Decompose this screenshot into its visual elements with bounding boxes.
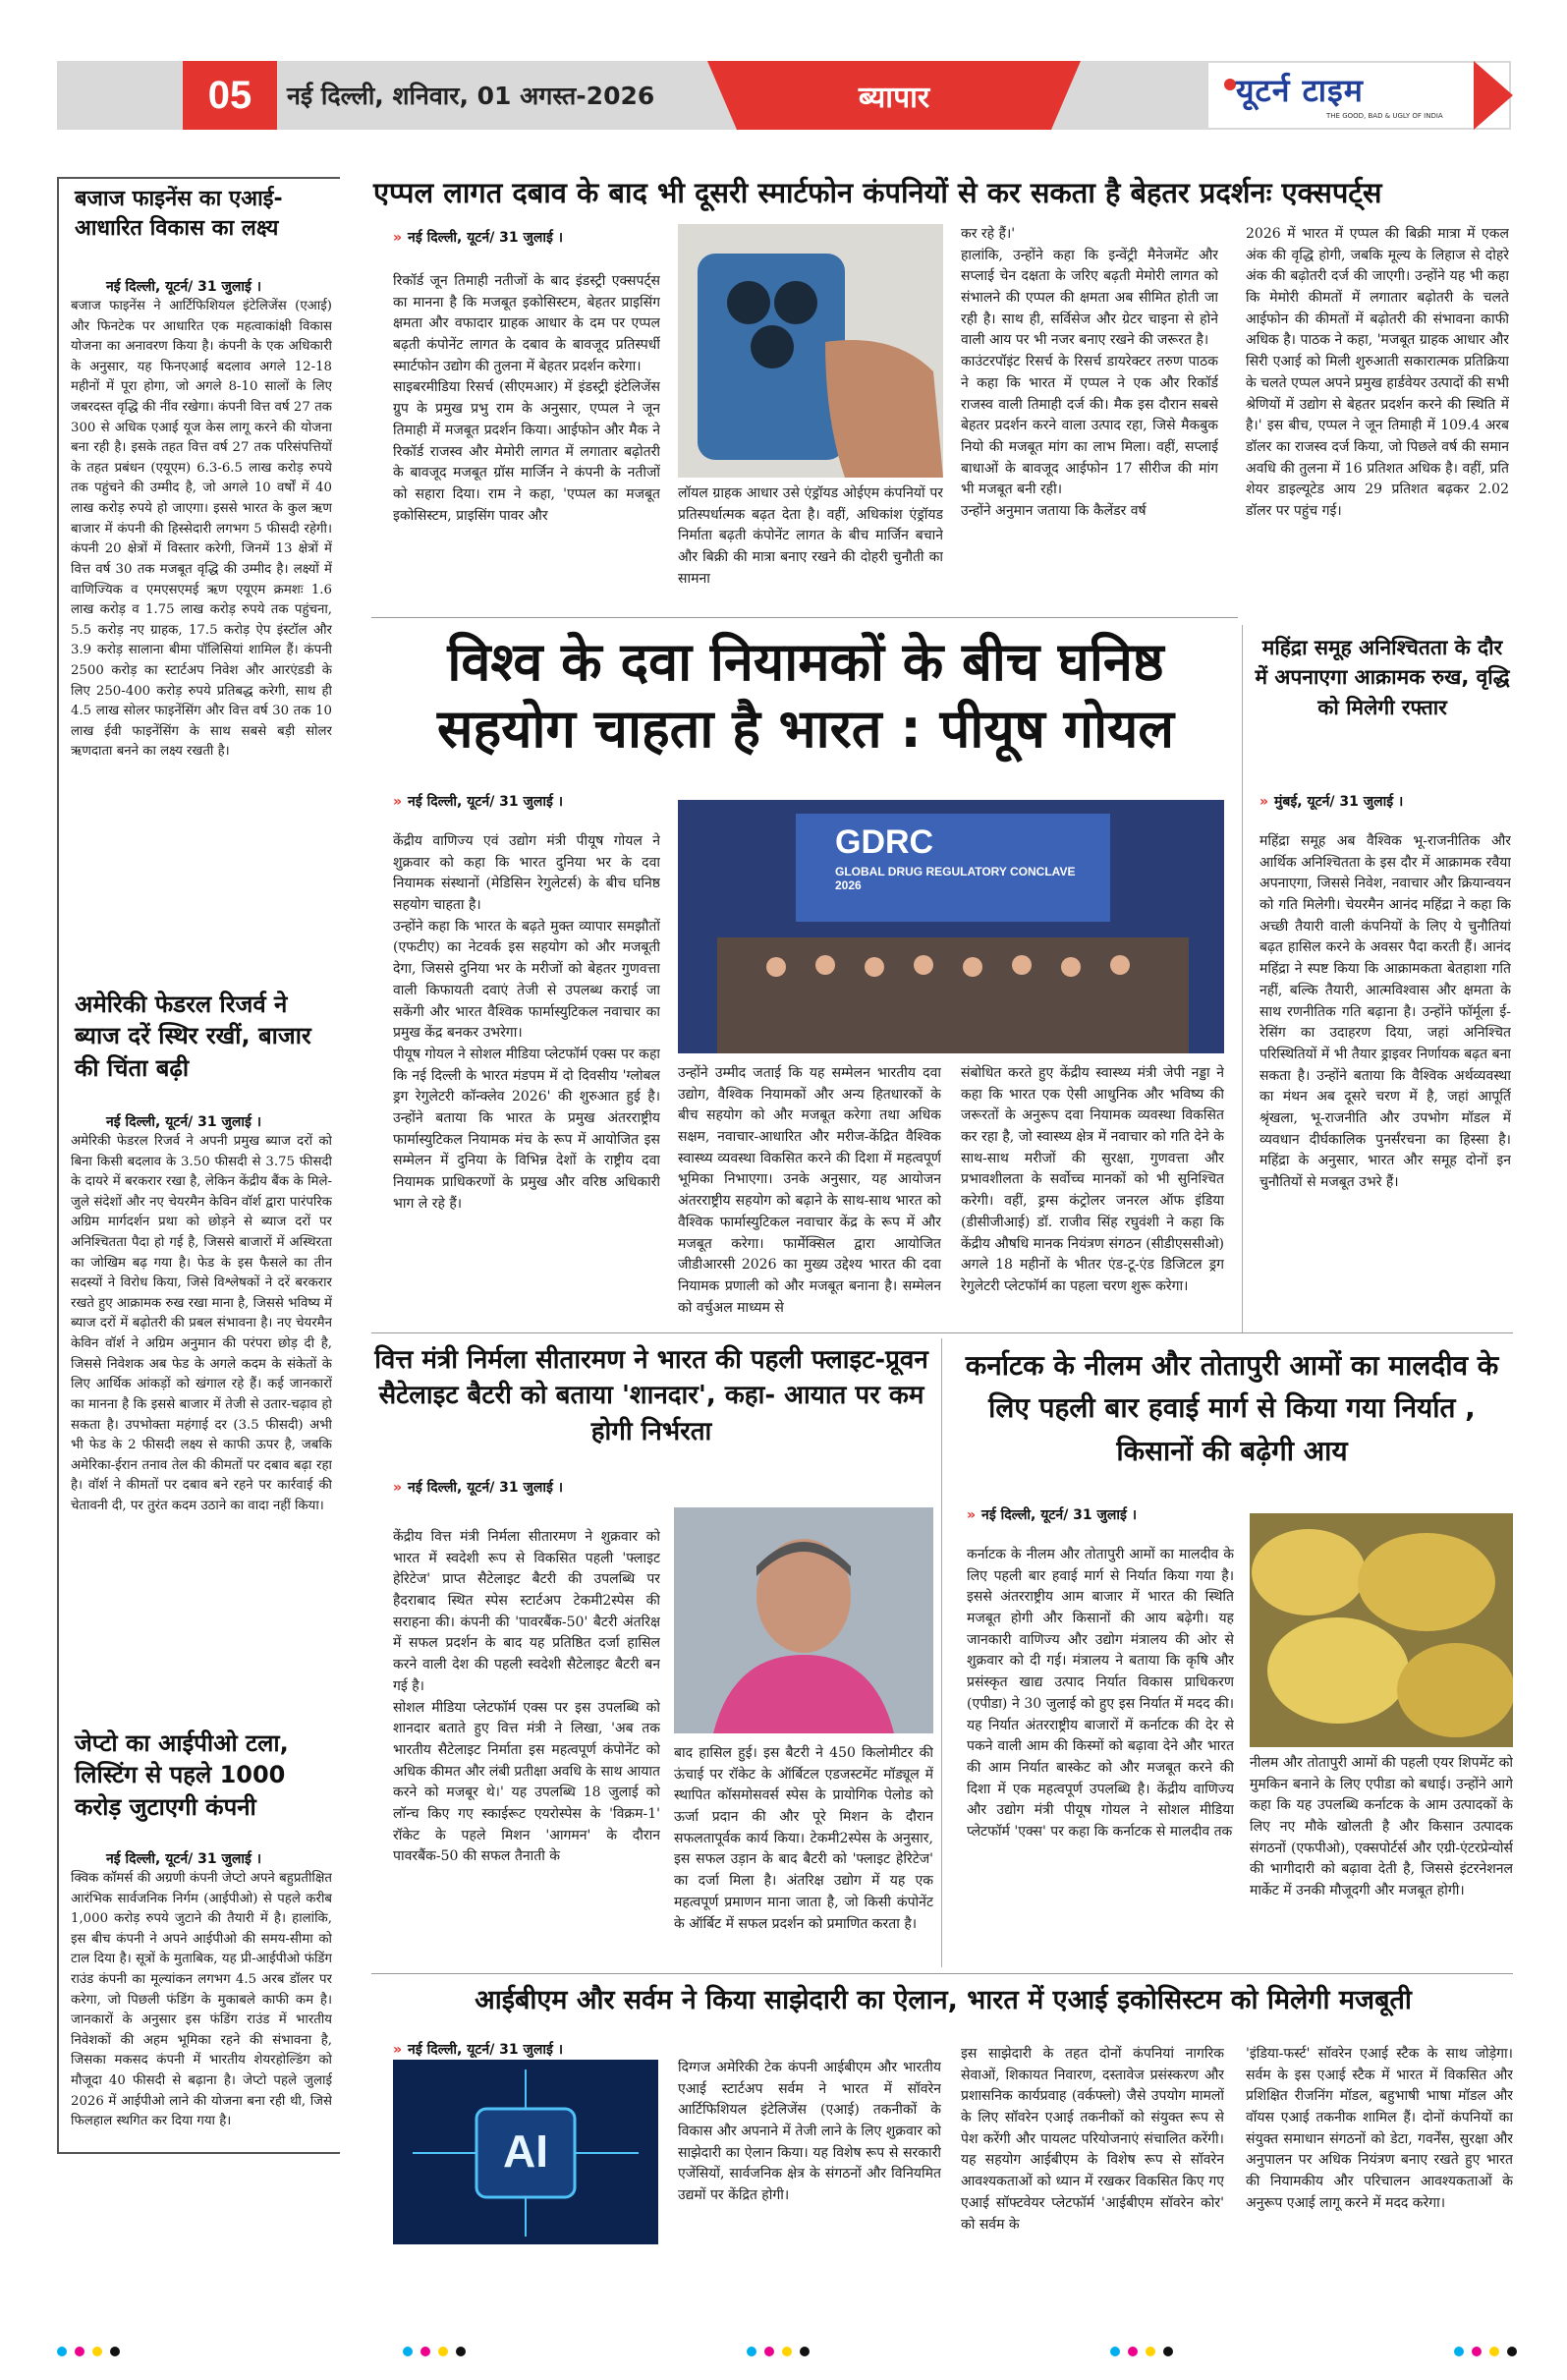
goyal-col-1: केंद्रीय वाणिज्य एवं उद्योग मंत्री पीयूष गोयल ने शुक्रवार को कहा कि भारत दुनिया भर के दवा नियामक संस्थानों (मेडिसिन रेगुलेटर्स) के बीच घनिष्ठ सहयोग चाहता है। उन्होंने कहा कि भारत के बढ़ते मुक्त व्यापार समझौतों (एफटीए) का नेटवर्क इस सहयोग को और मजबूती देगा, जिससे दुनिया भर के मरीजों को बेहतर गुणवत्ता वाली किफायती दवाएं तेजी से उपलब्ध कराई जा सकेंगी और भारत वैश्विक फार्मास्युटिकल नवाचार का प्रमुख केंद्र बनकर उभरेगा। पीयूष गोयल ने सोशल मीडिया प्लेटफॉर्म एक्स पर कहा कि नई दिल्ली के भारत मंडपम में दो दिवसीय 'ग्लोबल ड्रग रेगुलेटरी कॉन्क्लेव 2026' की शुरुआत हुई है। उन्होंने बताया कि भारत के प्रमुख अंतरराष्ट्रीय फार्मास्युटिकल नियामक मंच के रूप में आयोजित इस सम्मेलन में दुनिया के विभिन्न देशों के राष्ट्रीय दवा नियामक प्राधिकरणों के प्रमुख और वरिष्ठ अधिकारी भाग ले रहे हैं। [393, 833, 660, 1212]
mango-headline: कर्नाटक के नीलम और तोतापुरी आमों का मालदीव के लिए पहली बार हवाई मार्ग से किया गया निर्यात , किसानों की बढ़ेगी आय [965, 1349, 1499, 1467]
logo-dot-icon [1224, 79, 1236, 90]
mango-byline: » नई दिल्ली, यूटर्न/ 31 जुलाई । [967, 1507, 1138, 1523]
logo-arrow-icon [1474, 61, 1513, 130]
ibm-col-3: 'इंडिया-फर्स्ट' सॉवरेन एआई स्टैक के साथ जोड़ेगा। सर्वम के इस एआई स्टैक में भारत में विकसित और प्रशिक्षित रीजनिंग मॉडल, बहुभाषी भाषा मॉडल और वॉयस एआई तकनीक शामिल हैं। दोनों कंपनियों का संयुक्त समाधान संगठनों को डेटा, गवर्नेंस, सुरक्षा और अनुपालन पर अधिक नियंत्रण बनाए रखते हुए भारत की नियामकीय और परिचालन आवश्यकताओं के अनुरूप एआई लागू करने में मदद करेगा। [1246, 2046, 1513, 2211]
dot-black-icon [456, 2347, 466, 2356]
mahindra-body: महिंद्रा समूह अब वैश्विक भू-राजनीतिक और आर्थिक अनिश्चितता के इस दौर में आक्रामक रवैया अपनाएगा, जिससे निवेश, नवाचार और क्रियान्वयन को गति मिलेगी। चेयरमैन आनंद महिंद्रा ने कहा कि अच्छी तैयारी वाली कंपनियों के लिए ये चुनौतियां बढ़त हासिल करने के अवसर पैदा करती हैं। आनंद महिंद्रा ने स्पष्ट किया कि आक्रामकता बेतहाशा गति नहीं, बल्कि तैयारी, आत्मविश्वास और क्षमता के साथ रणनीतिक गति बढ़ाना है। उन्होंने फॉर्मूला ई-रेसिंग का उदाहरण दिया, जहां अनिश्चित परिस्थितियों में भी तैयार ड्राइवर निर्णायक बढ़त बना सकता है। उन्होंने बताया कि वैश्विक अर्थव्यवस्था का मंथन अब दूसरे चरण में है, जहां आपूर्ति श्रृंखला, भू-राजनीति और उपभोग मॉडल में व्यवधान दीर्घकालिक पुनर्संरचना का हिस्सा है। महिंद्रा के अनुसार, भारत और समूह दोनों इन चुनौतियों से मजबूत उभरे हैं। [1259, 833, 1511, 1190]
mango-col-2: नीलम और तोतापुरी आमों की पहली एयर शिपमेंट को मुमकिन बनाने के लिए एपीडा को बधाई। उन्होंने आगे कहा कि यह उपलब्धि कर्नाटक के आम उत्पादकों के लिए नए मौके खोलती है और किसान उत्पादक संगठनों (एफपीओ), एक्सपोर्टर्स और एग्री-एंटरप्रेन्योर्स की भागीदारी को बढ़ावा देती है, जिससे इंटरनेशनल मार्केट में उनकी मौजूदगी और मजबूत होगी। [1250, 1755, 1513, 1899]
apple-col-3: कर रहे हैं।' हालांकि, उन्होंने कहा कि इन्वेंट्री मैनेजमेंट और सप्लाई चेन दक्षता के जरिए बढ़ती मेमोरी लागत को संभालने की एप्पल की क्षमता अब सीमित होती जा रही है। साथ ही, सर्विसेज और ग्रेटर चाइना से होने वाली आय पर भी नजर बनाए रखने की जरूरत है। काउंटरपॉइंट रिसर्च के रिसर्च डायरेक्टर तरुण पाठक ने कहा कि भारत में एप्पल ने एक और रिकॉर्ड राजस्व वाली तिमाही दर्ज की। मैक इस दौरान सबसे बेहतर प्रदर्शन करने वाला उत्पाद रहा, जिसे मैकबुक नियो की मजबूत मांग का लाभ मिला। वहीं, सप्लाई बाधाओं के बावजूद आईफोन 17 सीरीज की मांग भी मजबूत बनी रही। उन्होंने अनुमान जताया कि कैलेंडर वर्ष [961, 226, 1218, 519]
mahindra-byline: » मुंबई, यूटर्न/ 31 जुलाई । [1259, 794, 1404, 810]
battery-photo [674, 1507, 933, 1733]
divider [1242, 625, 1243, 1332]
ibm-col-2: इस साझेदारी के तहत दोनों कंपनियां नागरिक सेवाओं, शिकायत निवारण, दस्तावेज प्रसंस्करण और प्रशासनिक कार्यप्रवाह (वर्कफ्लो) जैसे उपयोग मामलों के लिए सॉवरेन एआई तकनीकों को संयुक्त रूप से पेश करेंगी और पायलट परियोजनाएं संचालित करेंगी। यह सहयोग आईबीएम के विशेष रूप से सॉवरेन आवश्यकताओं को ध्यान में रखकर विकसित किए गए एआई सॉफ्टवेयर प्लेटफॉर्म 'आईबीएम सॉवरेन कोर' को सर्वम के [961, 2046, 1224, 2233]
dot-black-icon [800, 2347, 810, 2356]
dot-magenta-icon [1128, 2347, 1138, 2356]
apple-col-4: 2026 में भारत में एप्पल की बिक्री मात्रा में एकल अंक की वृद्धि होगी, जबकि मूल्य के लिहाज से दोहरे अंक की बढ़ोतरी दर्ज की जाएगी। उन्होंने यह भी कहा कि मेमोरी कीमतों में लगातार बढ़ोतरी के चलते आईफोन की कीमतों में बढ़ोतरी की संभावना काफी अधिक है। पाठक ने कहा, 'मजबूत ग्राहक आधार और सिरी एआई को मिली शुरुआती सकारात्मक प्रतिक्रिया के चलते एप्पल अपने प्रमुख हार्डवेयर उत्पादों की सभी श्रेणियों में उद्योग से बेहतर प्रदर्शन करने की स्थिति में है।' इस बीच, एप्पल ने जून तिमाही में 109.4 अरब डॉलर का राजस्व दर्ज किया, जो पिछले वर्ष की समान अवधि की तुलना में 16 प्रतिशत अधिक है। वहीं, प्रति शेयर डाइल्यूटेड आय 29 प्रतिशत बढ़कर 2.02 डॉलर पर पहुंच गई। [1246, 226, 1509, 519]
dot-yellow-icon [782, 2347, 792, 2356]
mango-col-1: कर्नाटक के नीलम और तोतापुरी आमों का मालदीव के लिए पहली बार हवाई मार्ग से निर्यात किया गया है। इससे अंतरराष्ट्रीय आम बाजार में भारत की स्थिति मजबूत होगी और किसानों की आय बढ़ेगी। यह जानकारी वाणिज्य और उद्योग मंत्रालय की ओर से शुक्रवार को दी गई। मंत्रालय ने बताया कि कृषि और प्रसंस्कृत खाद्य उत्पाद निर्यात विकास प्राधिकरण (एपीडा) ने 30 जुलाई को हुए इस निर्यात में मदद की। यह निर्यात अंतरराष्ट्रीय बाजारों में कर्नाटक की देर से पकने वाली आम की किस्मों को बढ़ावा देने और भारत की आम निर्यात बास्केट को और मजबूत करने की दिशा में एक महत्वपूर्ण उपलब्धि है। केंद्रीय वाणिज्य और उद्योग मंत्री पीयूष गोयल ने सोशल मीडिया प्लेटफॉर्म 'एक्स' पर कहा कि कर्नाटक से मालदीव तक [967, 1547, 1234, 1840]
dot-cyan-icon [747, 2347, 756, 2356]
dot-magenta-icon [764, 2347, 774, 2356]
dot-black-icon [1507, 2347, 1517, 2356]
dot-magenta-icon [75, 2347, 84, 2356]
color-register-dots [1110, 2347, 1173, 2356]
fed-byline: नई दिल्ली, यूटर्न/ 31 जुलाई । [106, 1114, 262, 1130]
apple-headline: एप्पल लागत दबाव के बाद भी दूसरी स्मार्टफोन कंपनियों से कर सकता है बेहतर प्रदर्शनः एक्सपर्ट्स [373, 176, 1382, 209]
goyal-photo [678, 800, 1224, 1053]
goyal-col-3: संबोधित करते हुए केंद्रीय स्वास्थ्य मंत्री जेपी नड्डा ने कहा कि भारत एक ऐसी आधुनिक और भविष्य की जरूरतों के अनुरूप दवा नियामक व्यवस्था विकसित कर रहा है, जो स्वास्थ्य क्षेत्र में नवाचार को गति देने के साथ-साथ मरीजों की सुरक्षा, गुणवत्ता और प्रभावशीलता के सर्वोच्च मानकों को भी सुनिश्चित करेगी। वहीं, ड्रग्स कंट्रोलर जनरल ऑफ इंडिया (डीसीजीआई) डॉ. राजीव सिंह रघुवंशी ने कहा कि केंद्रीय औषधि मानक नियंत्रण संगठन (सीडीएससीओ) अगले 18 महीनों के भीतर एंड-टू-एंड डिजिटल ड्रग रेगुलेटरी प्लेटफॉर्म का पहला चरण शुरू करेगा। [961, 1065, 1224, 1294]
divider [371, 1973, 1513, 1974]
goyal-headline: विश्व के दवा नियामकों के बीच घनिष्ठ सहयोग चाहता है भारत : पीयूष गोयल [437, 631, 1174, 761]
color-register-dots [747, 2347, 810, 2356]
mahindra-headline: महिंद्रा समूह अनिश्चितता के दौर में अपनाएगा आक्रामक रुख, वृद्धि को मिलेगी रफ्तार [1255, 636, 1510, 719]
fed-body: अमेरिकी फेडरल रिजर्व ने अपनी प्रमुख ब्याज दरों को बिना किसी बदलाव के 3.50 फीसदी से 3.75 फीसदी के दायरे में बरकरार रखा है, लेकिन केंद्रीय बैंक के मिले-जुले संदेशों और नए चेयरमैन केविन वॉर्श द्वारा पारंपरिक अग्रिम मार्गदर्शन प्रथा को छोड़ने से ब्याज दरों पर अनिश्चितता पैदा हो गई है, जिससे बाजारों में अस्थिरता का जोखिम बढ़ गया है। फेड के इस फैसले का तीन सदस्यों ने विरोध किया, जिसे विश्लेषकों ने दरें बरकरार रखते हुए आक्रामक रुख रखा माना है, जिससे भविष्य में ब्याज दरों में बढ़ोतरी की प्रबल संभावना है। नए चेयरमैन केविन वॉर्श ने अग्रिम अनुमान की परंपरा छोड़ दी है, जिससे निवेशक अब फेड के अगले कदम के संकेतों के लिए आर्थिक आंकड़ों को खंगाल रहे हैं। कई जानकारों का मानना है कि इससे बाजार में तेजी से उतार-चढ़ाव हो सकता है। उपभोक्ता महंगाई दर (3.5 फीसदी) अभी भी फेड के 2 फीसदी लक्ष्य से काफी ऊपर है, जबकि अमेरिका-ईरान तनाव तेल की कीमतों पर दबाव बढ़ा रहा है। वॉर्श ने कीमतों पर दबाव बने रहने पर कार्रवाई की चेतावनी दी, पर तुरंत कदम उठाने का वादा नहीं किया। [71, 1134, 332, 1513]
dot-yellow-icon [438, 2347, 448, 2356]
dot-yellow-icon [1146, 2347, 1155, 2356]
color-register-dots [1454, 2347, 1517, 2356]
apple-photo [678, 224, 943, 478]
minister-photo-icon [674, 1507, 933, 1733]
bajaj-byline: नई दिल्ली, यूटर्न/ 31 जुलाई । [106, 279, 262, 295]
fed-headline: अमेरिकी फेडरल रिजर्व ने ब्याज दरें स्थिर रखीं, बाजार की चिंता बढ़ी [75, 991, 311, 1082]
ibm-byline: » नई दिल्ली, यूटर्न/ 31 जुलाई । [393, 2042, 564, 2058]
divider [371, 617, 1238, 618]
battery-col-1: केंद्रीय वित्त मंत्री निर्मला सीतारमण ने शुक्रवार को भारत में स्वदेशी रूप से विकसित पहली 'फ्लाइट हेरिटेज' प्राप्त सैटेलाइट बैटरी की उपलब्धि पर हैदराबाद स्थित स्पेस स्टार्टअप टेकमी2स्पेस की सराहना की। कंपनी की 'पावरबैंक-50' बैटरी अंतरिक्ष में सफल प्रदर्शन के बाद यह प्रतिष्ठित दर्जा हासिल करने वाली देश की पहली स्वदेशी सैटेलाइट बैटरी बन गई है। सोशल मीडिया प्लेटफॉर्म एक्स पर इस उपलब्धि को शानदार बताते हुए वित्त मंत्री ने लिखा, 'अब तक भारतीय सैटेलाइट निर्माता इस महत्वपूर्ण कंपोनेंट को अधिक कीमत और लंबी प्रतीक्षा अवधि के साथ आयात करने को मजबूर थे।' यह उपलब्धि 18 जुलाई को लॉन्च किए गए स्काईरूट एयरोस्पेस के 'विक्रम-1' रॉकेट के पहले मिशन 'आगमन' के दौरान पावरबैंक-50 की सफल तैनाती के [393, 1529, 660, 1865]
divider [371, 1332, 1513, 1333]
divider [941, 1338, 942, 1967]
page-number: 05 [183, 61, 277, 130]
logo-tagline: THE GOOD, BAD & UGLY OF INDIA [1326, 112, 1443, 120]
dot-cyan-icon [1110, 2347, 1120, 2356]
zepto-body: क्विक कॉमर्स की अग्रणी कंपनी जेप्टो अपने बहुप्रतीक्षित आरंभिक सार्वजनिक निर्गम (आईपीओ) से पहले करीब 1,000 करोड़ रुपये जुटाने की तैयारी में है। हालांकि, इस बीच कंपनी ने अपने आईपीओ की समय-सीमा को टाल दिया है। सूत्रों के मुताबिक, यह प्री-आईपीओ फंडिंग राउंड कंपनी का मूल्यांकन लगभग 4.5 अरब डॉलर पर करेगा, जो पिछली फंडिंग के मुकाबले काफी कम है। जानकारों के अनुसार इस फंडिंग राउंड में भारतीय निवेशकों की अहम भूमिका रहने की संभावना है, जिसका मकसद कंपनी में भारतीय शेयरहोल्डिंग को मौजूदा 40 फीसदी से बढ़ाना है। जेप्टो पहले जुलाई 2026 में आईपीओ लाने की योजना बना रही थी, जिसे फिलहाल स्थगित कर दिया गया है। [71, 1871, 332, 2129]
battery-byline: » नई दिल्ली, यूटर्न/ 31 जुलाई । [393, 1480, 564, 1496]
logo-wordmark: यूटर्न टाइम [1236, 72, 1364, 109]
zepto-headline: जेप्टो का आईपीओ टला, लिस्टिंग से पहले 1000 करोड़ जुटाएगी कंपनी [75, 1729, 289, 1821]
mango-photo [1250, 1513, 1513, 1747]
iphone-photo-icon [678, 224, 943, 478]
bajaj-body: बजाज फाइनेंस ने आर्टिफिशियल इंटेलिजेंस (एआई) और फिनटेक पर आधारित एक महत्वाकांक्षी विकास योजना का अनावरण किया है। कंपनी के एक अधिकारी के अनुसार, यह फिनएआई बदलाव अगले 12-18 महीनों में पूरा होगा, जो अगले 8-10 सालों के लिए जबरदस्त वृद्धि की नींव रखेगा। कंपनी वित्त वर्ष 27 तक 300 से अधिक एआई यूज केस लागू करने की योजना बना रही है। इसके तहत वित्त वर्ष 27 तक परिसंपत्तियों के तहत प्रबंधन (एयूएम) 6.3-6.5 लाख करोड़ रुपये तक पहुंचने की उम्मीद है, जो अगले 10 वर्षों में 40 लाख करोड़ रुपये हो जाएगा। इससे भारत के कुल ऋण बाजार में कंपनी की हिस्सेदारी लगभग 5 फीसदी रहेगी। कंपनी 20 क्षेत्रों में विस्तार करेगी, जिनमें 13 क्षेत्रों में वित्त वर्ष 30 तक मजबूत वृद्धि की उम्मीद है। लक्ष्यों में वाणिज्यिक व एमएसएमई ऋण एयूएम क्रमशः 1.6 लाख करोड़ व 1.75 लाख करोड़ रुपये तक पहुंचना, 5.5 करोड़ नए ग्राहक, 17.5 करोड़ ऐप इंस्टॉल और 3.9 करोड़ सालाना बीमा पॉलिसियां शामिल हैं। कंपनी 2500 करोड़ का स्टार्टअप निवेश और आरएंडडी के लिए 250-400 करोड़ रुपये प्रतिबद्ध करेगी, साथ ही 4.5 लाख सोलर फाइनेंसिंग और वित्त वर्ष 30 तक 10 लाख ईवी फाइनेंसिंग के साथ सबसे बड़ी सोलर ऋणदाता बनने का लक्ष्य रखती है। [71, 299, 332, 760]
gdrc-caption: GLOBAL DRUG REGULATORY CONCLAVE 2026 [835, 865, 1076, 892]
goyal-byline: » नई दिल्ली, यूटर्न/ 31 जुलाई । [393, 794, 564, 810]
mango-photo-icon [1250, 1513, 1513, 1747]
ibm-col-1: दिग्गज अमेरिकी टेक कंपनी आईबीएम और भारतीय एआई स्टार्टअप सर्वम ने भारत में सॉवरेन आर्टिफिशियल इंटेलिजेंस (एआई) तकनीकों के विकास और अपनाने में तेजी लाने के लिए शुक्रवार को साझेदारी का ऐलान किया। यह विशेष रूप से सरकारी एजेंसियों, सार्वजनिक क्षेत्र के संगठनों और विनियमित उद्यमों पर केंद्रित होगी। [678, 2060, 941, 2204]
color-register-dots [57, 2347, 120, 2356]
dot-cyan-icon [57, 2347, 67, 2356]
ai-photo-text: AI [503, 2125, 548, 2177]
apple-byline: » नई दिल्ली, यूटर्न/ 31 जुलाई । [393, 230, 564, 246]
goyal-col-2: उन्होंने उम्मीद जताई कि यह सम्मेलन भारतीय दवा उद्योग, वैश्विक नियामकों और अन्य हितधारकों के बीच सहयोग को और मजबूत करेगा तथा अधिक सक्षम, नवाचार-आधारित और मरीज-केंद्रित वैश्विक स्वास्थ्य व्यवस्था विकसित करने की दिशा में महत्वपूर्ण भूमिका निभाएगा। उनके अनुसार, यह आयोजन अंतरराष्ट्रीय सहयोग को बढ़ाने के साथ-साथ भारत को वैश्विक फार्मास्युटिकल नवाचार केंद्र के रूप में और मजबूत करेगा। फार्मेक्सिल द्वारा आयोजित जीडीआरसी 2026 का मुख्य उद्देश्य भारत की दवा नियामक प्रणाली को और मजबूत बनाना है। सम्मेलन को वर्चुअल माध्यम से [678, 1065, 941, 1316]
section-label: ब्यापार [858, 80, 930, 115]
ibm-headline: आईबीएम और सर्वम ने किया साझेदारी का ऐलान, भारत में एआई इकोसिस्टम को मिलेगी मजबूती [475, 1985, 1412, 2015]
dot-yellow-icon [1489, 2347, 1499, 2356]
battery-headline: वित्त मंत्री निर्मला सीतारमण ने भारत की पहली फ्लाइट-प्रूवन सैटेलाइट बैटरी को बताया 'शानदार', कहा- आयात पर कम होगी निर्भरता [374, 1345, 928, 1446]
bajaj-headline: बजाज फाइनेंस का एआई-आधारित विकास का लक्ष्य [75, 187, 283, 241]
dot-cyan-icon [403, 2347, 413, 2356]
apple-col-2: लॉयल ग्राहक आधार उसे एंड्रॉयड ओईएम कंपनियों पर प्रतिस्पर्धात्मक बढ़त देता है। वहीं, अधिकांश एंड्रॉयड निर्माता बढ़ती कंपोनेंट लागत के बीच मार्जिन बचाने और बिक्री की मात्रा बनाए रखने की दोहरी चुनौती का सामना [678, 485, 943, 587]
conclave-photo-icon [678, 800, 1224, 1053]
dateline: नई दिल्ली, शनिवार, 01 अगस्त-2026 [287, 82, 655, 110]
zepto-byline: नई दिल्ली, यूटर्न/ 31 जुलाई । [106, 1851, 262, 1867]
dot-black-icon [1163, 2347, 1173, 2356]
dot-yellow-icon [92, 2347, 102, 2356]
dot-magenta-icon [420, 2347, 430, 2356]
battery-col-2: बाद हासिल हुई। इस बैटरी ने 450 किलोमीटर की ऊंचाई पर रॉकेट के ऑर्बिटल एडजस्टमेंट मॉड्यूल में स्थापित कॉसमोसवर्स स्पेस के प्रायोगिक पेलोड को ऊर्जा प्रदान की और पूरे मिशन के दौरान सफलतापूर्वक कार्य किया। टेकमी2स्पेस के अनुसार, इस सफल उड़ान के बाद बैटरी को 'फ्लाइट हेरिटेज' का दर्जा मिला है। अंतरिक्ष उद्योग में यह एक महत्वपूर्ण प्रमाणन माना जाता है, जो किसी कंपोनेंट के ऑर्बिट में सफल प्रदर्शन को प्रमाणित करता है। [674, 1745, 933, 1932]
dot-cyan-icon [1454, 2347, 1464, 2356]
dot-black-icon [110, 2347, 120, 2356]
dot-magenta-icon [1472, 2347, 1482, 2356]
gdrc-banner: GDRC [835, 823, 934, 861]
ibm-photo [393, 2060, 658, 2244]
color-register-dots [403, 2347, 466, 2356]
apple-col-1: रिकॉर्ड जून तिमाही नतीजों के बाद इंडस्ट्री एक्सपर्ट्स का मानना है कि मजबूत इकोसिस्टम, बेहतर प्राइसिंग क्षमता और वफादार ग्राहक आधार के दम पर एप्पल बढ़ती कंपोनेंट लागत के दबाव के बावजूद प्रतिस्पर्धी स्मार्टफोन उद्योग की तुलना में बेहतर प्रदर्शन करेगा। साइबरमीडिया रिसर्च (सीएमआर) में इंडस्ट्री इंटेलिजेंस ग्रुप के प्रमुख प्रभु राम के अनुसार, एप्पल ने जून तिमाही में मजबूत प्रदर्शन किया। आईफोन और मैक ने रिकॉर्ड राजस्व और मेमोरी लागत में लगातार बढ़ोतरी के बावजूद मजबूत ग्रॉस मार्जिन ने कंपनी के नतीजों को सहारा दिया। राम ने कहा, 'एप्पल का मजबूत इकोसिस्टम, प्राइसिंग पावर और [393, 273, 660, 524]
